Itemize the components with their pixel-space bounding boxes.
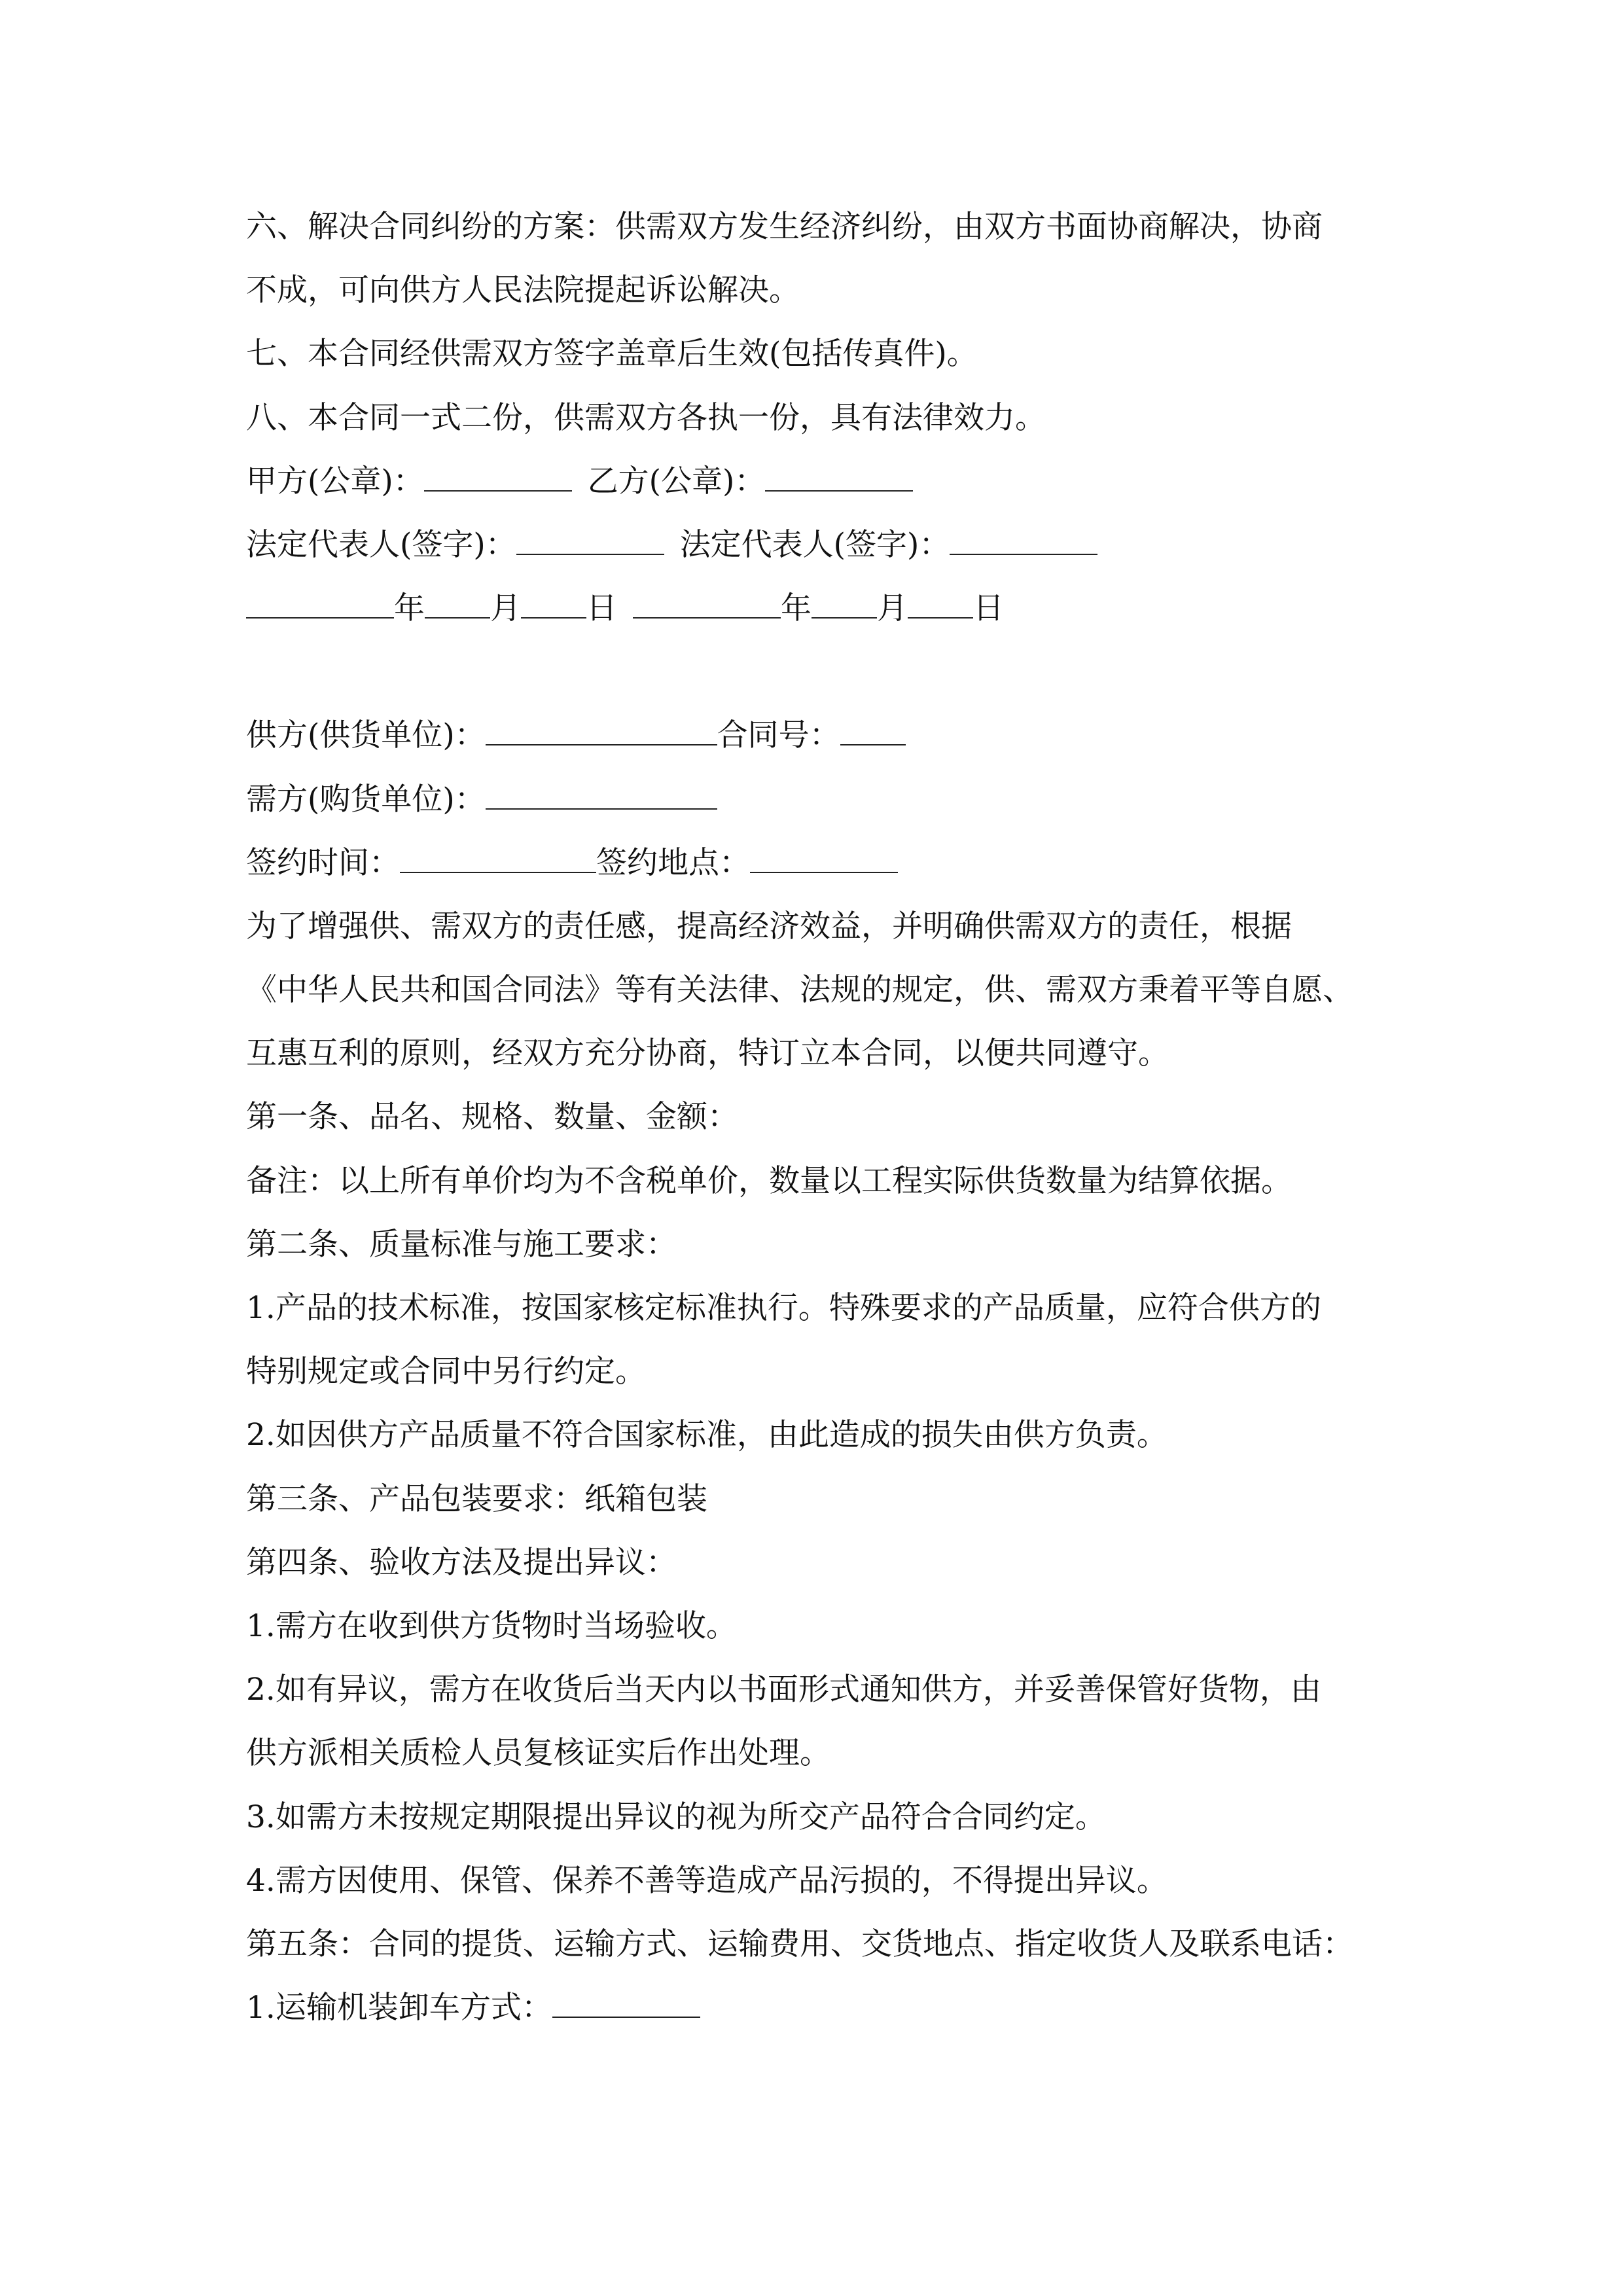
date-b-year-blank (633, 588, 781, 619)
party-b-seal-label: 乙方(公章)： (587, 463, 766, 499)
section-six-line-2: 不成，可向供方人民法院提起诉讼解决。 (246, 272, 800, 309)
article-four-item-3: 3.如需方未按规定期限提出异议的视为所交产品符合合同约定。 (246, 1799, 1106, 1835)
rep-a-blank (516, 525, 664, 555)
party-b-seal-blank (765, 461, 913, 492)
date-a-year: 年 (394, 590, 425, 627)
section-eight: 八、本合同一式二份，供需双方各执一份，具有法律效力。 (246, 399, 1046, 436)
rep-b-blank (950, 525, 1097, 555)
date-line (246, 577, 1385, 640)
article-four-item-1: 1.需方在收到供方货物时当场验收。 (246, 1607, 737, 1644)
date-a-day-blank (521, 588, 586, 619)
preamble-line-2: 《中华人民共和国合同法》等有关法律、法规的规定，供、需双方秉着平等自愿、 (246, 972, 1353, 1009)
contract-no-label: 合同号： (717, 717, 840, 754)
contract-no-blank (840, 715, 906, 745)
supplier-line (246, 704, 1385, 767)
supplier-label: 供方(供货单位)： (246, 717, 486, 754)
article-one-title: 第一条、品名、规格、数量、金额： (246, 1099, 738, 1136)
article-four-item-4: 4.需方因使用、保管、保养不善等造成产品污损的，不得提出异议。 (246, 1862, 1168, 1899)
article-two-item-2: 2.如因供方产品质量不符合国家标准，由此造成的损失由供方负责。 (246, 1417, 1168, 1454)
date-a-month: 月 (490, 590, 521, 627)
article-five-title: 第五条：合同的提货、运输方式、运输费用、交货地点、指定收货人及联系电话： (246, 1926, 1353, 1962)
sign-time-blank (400, 843, 596, 873)
article-four-item-2-line-1: 2.如有异议，需方在收货后当天内以书面形式通知供方，并妥善保管好货物，由 (246, 1672, 1321, 1708)
representative-line (246, 513, 1385, 577)
article-four-item-2-line-2: 供方派相关质检人员复核证实后作出处理。 (246, 1735, 830, 1772)
date-b-month-blank (812, 588, 877, 619)
party-a-seal-label: 甲方(公章)： (246, 463, 424, 499)
date-b-day-blank (908, 588, 973, 619)
article-two-title: 第二条、质量标准与施工要求： (246, 1226, 677, 1263)
rep-a-label: 法定代表人(签字)： (246, 526, 516, 563)
preamble-line-1: 为了增强供、需双方的责任感，提高经济效益，并明确供需双方的责任，根据 (246, 908, 1292, 944)
party-a-seal-blank (424, 461, 572, 492)
section-seven: 七、本合同经供需双方签字盖章后生效(包括传真件)。 (246, 336, 978, 372)
article-one-note: 备注：以上所有单价均为不含税单价，数量以工程实际供货数量为结算依据。 (246, 1162, 1292, 1199)
date-b-year: 年 (781, 590, 812, 627)
sign-place-blank (750, 843, 898, 873)
buyer-label: 需方(购货单位)： (246, 781, 486, 817)
supplier-blank (486, 715, 717, 745)
date-b-day: 日 (973, 590, 1004, 627)
sign-time-place-line (246, 831, 1385, 895)
date-a-day: 日 (586, 590, 617, 627)
article-two-item-1-line-1: 1.产品的技术标准，按国家核定标准执行。特殊要求的产品质量，应符合供方的 (246, 1290, 1321, 1326)
sign-place-label: 签约地点： (596, 844, 750, 881)
contract-body (246, 195, 1385, 2039)
buyer-blank (486, 780, 717, 810)
sign-time-label: 签约时间： (246, 844, 400, 881)
buyer-line (246, 768, 1385, 831)
transport-method-blank (552, 1988, 700, 2018)
rep-b-label: 法定代表人(签字)： (679, 526, 950, 563)
article-five-item-1 (246, 1976, 1385, 2039)
date-b-month: 月 (877, 590, 908, 627)
transport-method-label: 1.运输机装卸车方式： (246, 1990, 552, 2026)
section-gap (246, 640, 1385, 704)
article-two-item-1-line-2: 特别规定或合同中另行约定。 (246, 1354, 646, 1390)
date-a-year-blank (246, 588, 394, 619)
seal-line (246, 450, 1385, 513)
preamble-line-3: 互惠互利的原则，经双方充分协商，特订立本合同，以便共同遵守。 (246, 1035, 1169, 1072)
section-six-line-1: 六、解决合同纠纷的方案：供需双方发生经济纠纷，由双方书面协商解决，协商 (246, 209, 1323, 245)
article-three-title: 第三条、产品包装要求：纸箱包装 (246, 1480, 707, 1517)
date-a-month-blank (425, 588, 490, 619)
article-four-title: 第四条、验收方法及提出异议： (246, 1544, 677, 1581)
